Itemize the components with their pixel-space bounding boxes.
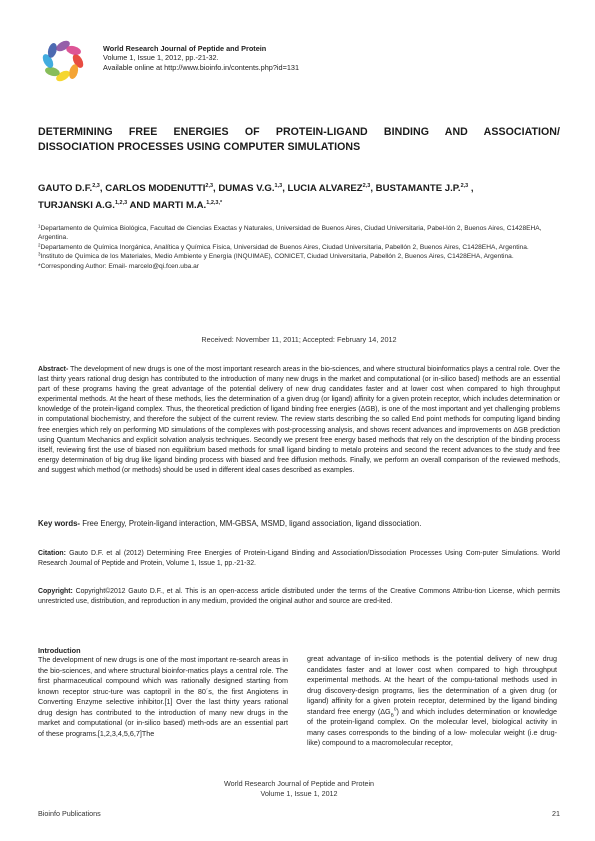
author-name: , CARLOS MODENUTTI xyxy=(99,183,206,194)
author-name: TURJANSKI A.G. xyxy=(38,199,115,211)
affiliation-1: $^1$Departamento de Química Biológica, Facultad de Ciencias Exactas y Naturales, Universidad de Buenos Aires, Ciudad Universitaria, Pabel-lón 2, Buenos Aires, C1428EHA, Argentina. xyxy=(38,223,542,242)
abstract xyxy=(38,365,560,476)
journal-online-link[interactable]: Available online at http://www.bioinfo.in/contents.php?id=131 xyxy=(103,62,300,72)
received-dates: Received: November 11, 2011; Accepted: February 14, 2012 xyxy=(201,335,397,344)
author-line-1 xyxy=(38,181,562,198)
footer-volume: Volume 1, Issue 1, 2012 xyxy=(260,788,338,798)
author-affil-mark: 2,3 xyxy=(205,183,214,189)
intro-right-column xyxy=(307,654,557,749)
author-name: AND MARTI M.A. xyxy=(127,199,207,211)
delta-g-superscript: 0 xyxy=(393,707,397,713)
abstract-text: The development of new drugs is one of the most important research areas in the bio-sciences, and where structural bioinformatics plays a central role. Over the last thirty years rational drug design has contributed to the introduction of many new drugs in the market and computational (or in-silico based) methods are an essential part of these programs having the great advantage of the potential delivery of new drug candidates faster and at lower cost when compared to high throughput experimental methods. At the heart of these methods, lies the determination of a given drug (or ligand) affinity for a given protein receptor, which includes determination or knowledge of the protein-ligand complex. Thus, the theoretical prediction of ligand binding free energies (ΔGB), is one of the most important and yet challenging problems in computational biochemistry, and therefore the subject of the current review. The review starts describing the so called End point methods for computing ligand binding free energies which rely on performing MD simulations of the complexes with post-processing analysis, and shows recent advances and improvements on ΔGB prediction using Quantum Mechanics and explicit solvation analysis techniques. Secondly we present free energy based methods that rely on the description of the binding process itself, reviewing first the use of biased non equilibrium based methods for small ligand binding to metalo proteins and second the recent advances to the study and free energy determination of big drug like ligand binding process with biased and free diffusion methods. Finally, we perform an overall comparison of the reviewed methods, and suggest which method (or methods) should be used in different ideal cases described as examples. xyxy=(38,366,560,474)
citation-text: Gauto D.F. et al (2012) Determining Free Energies of Protein-Ligand Binding and Association/Dissociation Processes Using Com-puter Simulations. World Research Journal of Peptide and Protein, Volume 1, Issue 1, pp.-21-32. xyxy=(38,550,560,568)
footer-journal xyxy=(38,779,560,798)
keywords-label: Key words- xyxy=(38,519,81,528)
author-list xyxy=(38,181,562,214)
affiliation-2: $^2$Departamento de Química Inorgánica, Analítica y Química Física, Universidad de Buenos Aires, Ciudad Universitaria, Pabellón 2, Buenos Aires, C1428EHA, Argentina. xyxy=(38,242,529,251)
corresponding-author: *Corresponding Author: Email- marcelo@qi.fcen.uba.ar xyxy=(38,262,199,270)
intro-heading: Introduction xyxy=(38,646,81,655)
page-number: 21 xyxy=(552,809,560,818)
keywords-text: Free Energy, Protein-ligand interaction, MM-GBSA, MSMD, ligand association, ligand dissociation. xyxy=(80,519,422,528)
footer-journal-name: World Research Journal of Peptide and Protein xyxy=(223,779,375,788)
affiliation-3: $^3$Instituto de Química de los Materiales, Medio Ambiente y Energía (INQUIMAE), CONICET, Ciudad Universitaria, Pabellón 2, Buenos Aires, C1428EHA, Argentina. xyxy=(38,251,514,261)
title-line-2: DISSOCIATION PROCESSES USING COMPUTER SIMULATIONS xyxy=(38,140,361,153)
author-name: , BUSTAMANTE J.P. xyxy=(370,183,461,194)
copyright-label: Copyright: xyxy=(38,588,73,595)
author-affil-mark: 1,2,3,* xyxy=(206,199,223,206)
journal-name: World Research Journal of Peptide and Protein xyxy=(103,44,267,53)
logo-center xyxy=(56,54,70,68)
author-separator: , xyxy=(468,183,474,194)
author-affil-mark: 1,2,3 xyxy=(114,199,128,206)
journal-volume: Volume 1, Issue 1, 2012, pp.-21-32. xyxy=(103,53,219,63)
copyright xyxy=(38,587,560,607)
author-affil-mark: 1,3 xyxy=(274,183,283,189)
footer-publisher: Bioinfo Publications xyxy=(38,809,101,818)
intro-left-text: The development of new drugs is one of the most important re-search areas in the bio-sciences, and where structural bioinfor-matics plays a central role. The first pharmaceutical compound which was rationally designed starting from known receptor struc-ture was captopril in the 80´s, the first Angiotens in Converting Enzyme selective inhibitor.[1] Over the last thirty years rational drug design has contributed to the introduction of many new drugs in the market and computational (or in-silico based) meth-ods are an essential part of these programs.[1,2,3,4,5,6,7]The xyxy=(38,655,288,738)
author-name: , DUMAS V.G. xyxy=(213,183,275,194)
author-line-2 xyxy=(38,198,562,215)
intro-left-column xyxy=(38,647,288,739)
author-affil-mark: 2,3 xyxy=(92,183,100,189)
delta-g-subscript: B xyxy=(390,712,394,718)
author-name: , LUCIA ALVAREZ xyxy=(282,183,363,194)
title-line-1: DETERMINING FREE ENERGIES OF PROTEIN-LIGAND BINDING AND ASSOCIATION/ xyxy=(38,126,560,138)
journal-logo xyxy=(38,36,88,86)
author-affil-mark: 2,3 xyxy=(362,183,371,189)
keywords xyxy=(38,518,560,529)
affiliations xyxy=(38,224,560,271)
author-affil-mark: 2,3 xyxy=(460,183,469,189)
copyright-text: Copyright©2012 Gauto D.F., et al. This is an open-access article distributed under the terms of the Creative Commons Attribu-tion License, which permits unrestricted use, distribution, and reproduction in any medium, provided the original author and source are cred-ited. xyxy=(38,588,560,606)
citation-label: Citation: xyxy=(38,550,66,557)
intro-right-text-a: great advantage of in-silico methods is the potential delivery of new drug candidates faster and at lower cost when compared to high throughput experimental methods. At the heart of the compu-tational methods used in drug discovery-design programs, lies the determination of a given drug (or ligand) affinity for a given protein receptor, determined by the ligand binding standard free energy (ΔG xyxy=(307,654,557,716)
abstract-label: Abstract- xyxy=(38,366,69,373)
citation xyxy=(38,549,560,569)
journal-header xyxy=(103,44,299,72)
paper-title xyxy=(38,125,560,154)
author-name: GAUTO D.F. xyxy=(38,183,93,194)
intro-right-text-b: ) and which includes determination or knowledge of the protein-ligand complex. On the molecular level, biological activity in many cases corresponds to the binding of a low- molecular weight (i.e drug-like) compound to a macromolecular receptor, xyxy=(307,706,557,747)
